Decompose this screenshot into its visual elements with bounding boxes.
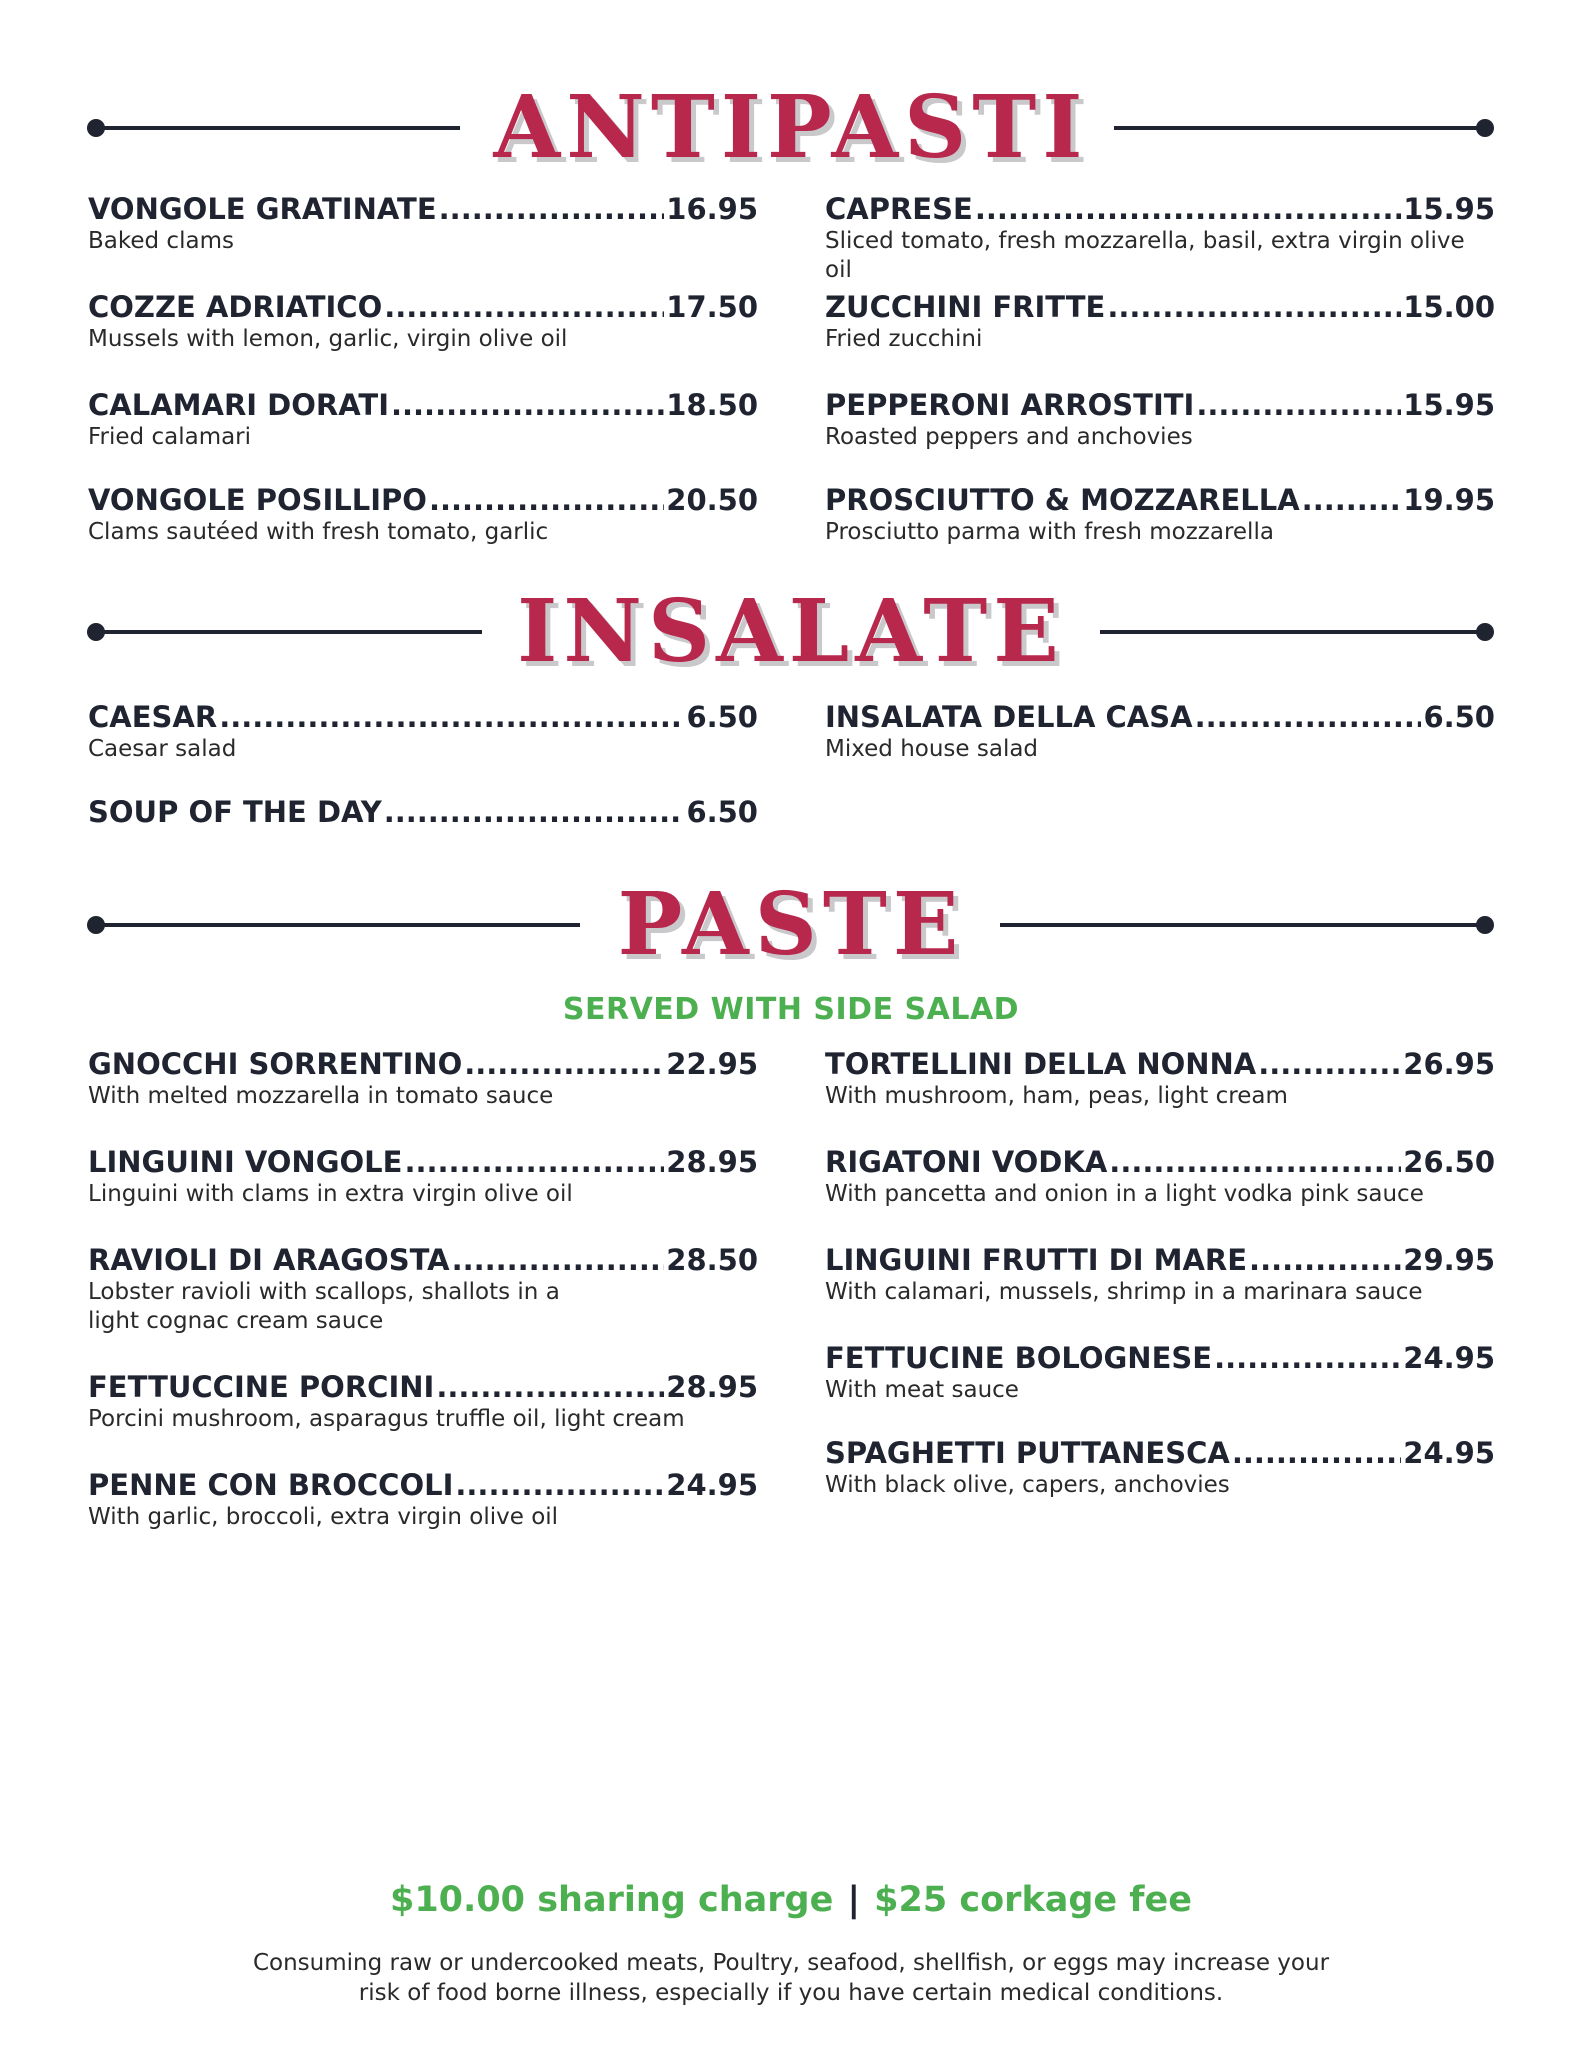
- footer-separator: |: [847, 1880, 861, 1920]
- leader-dots: [429, 483, 664, 517]
- item-price: 26.95: [1403, 1047, 1495, 1081]
- leader-dots: [1214, 1341, 1401, 1375]
- item-price: 15.00: [1403, 290, 1495, 324]
- item-name: INSALATA DELLA CASA: [825, 700, 1193, 734]
- sharing-charge: $10.00 sharing charge: [389, 1880, 834, 1920]
- item-price: 22.95: [666, 1047, 758, 1081]
- section-header-paste: [0, 875, 1582, 975]
- item-price: 28.95: [666, 1370, 758, 1404]
- leader-dots: [1107, 290, 1401, 324]
- item-description: Caesar salad: [88, 736, 237, 762]
- leader-dots: [455, 1468, 664, 1502]
- section-title-insalate: INSALATE: [517, 581, 1065, 682]
- item-price: 15.95: [1403, 192, 1495, 226]
- footer-charges: [0, 1880, 1582, 1920]
- section-title-antipasti: ANTIPASTI: [493, 77, 1089, 178]
- item-name: LINGUINI VONGOLE: [88, 1145, 403, 1179]
- item-price: 26.50: [1403, 1145, 1495, 1179]
- item-price: 6.50: [686, 700, 758, 734]
- item-description: Fried zucchini: [825, 326, 983, 352]
- leader-dots: [452, 1243, 665, 1277]
- menu-item: [825, 290, 1495, 354]
- item-price: 20.50: [666, 483, 758, 517]
- section-header-antipasti: [0, 78, 1582, 178]
- item-price: 17.50: [666, 290, 758, 324]
- item-price: 16.95: [666, 192, 758, 226]
- item-name: ZUCCHINI FRITTE: [825, 290, 1106, 324]
- menu-item: [88, 1370, 758, 1434]
- leader-dots: [1249, 1243, 1401, 1277]
- menu-item: [88, 795, 758, 829]
- leader-dots: [404, 1145, 664, 1179]
- menu-item: [88, 1243, 758, 1336]
- menu-item: [88, 700, 758, 764]
- menu-item: [825, 1145, 1495, 1209]
- section-title-paste: PASTE: [617, 874, 965, 975]
- item-description: With garlic, broccoli, extra virgin olive oil: [88, 1504, 559, 1530]
- menu-item: [825, 700, 1495, 764]
- item-name: RIGATONI VODKA: [825, 1145, 1108, 1179]
- item-description: Linguini with clams in extra virgin olive oil: [88, 1181, 573, 1207]
- item-price: 15.95: [1403, 388, 1495, 422]
- menu-item: [825, 1047, 1495, 1111]
- item-description: Mussels with lemon, garlic, virgin olive oil: [88, 326, 568, 352]
- item-name: FETTUCCINE PORCINI: [88, 1370, 435, 1404]
- leader-dots: [1109, 1145, 1401, 1179]
- menu-item: [825, 388, 1495, 452]
- menu-item: [88, 388, 758, 452]
- item-description: With mushroom, ham, peas, light cream: [825, 1083, 1288, 1109]
- item-name: CALAMARI DORATI: [88, 388, 389, 422]
- leader-dots: [384, 290, 664, 324]
- item-description: Lobster ravioli with scallops, shallots in a light cognac cream sauce: [88, 1279, 560, 1334]
- item-price: 24.95: [666, 1468, 758, 1502]
- item-description: Mixed house salad: [825, 736, 1039, 762]
- menu-item: [88, 290, 758, 354]
- item-name: COZZE ADRIATICO: [88, 290, 383, 324]
- menu-item: [88, 1145, 758, 1209]
- leader-dots: [219, 700, 684, 734]
- leader-dots: [439, 192, 665, 226]
- item-description: Baked clams: [88, 228, 234, 254]
- item-price: 29.95: [1403, 1243, 1495, 1277]
- item-price: 24.95: [1403, 1341, 1495, 1375]
- item-name: CAESAR: [88, 700, 218, 734]
- item-price: 6.50: [1423, 700, 1495, 734]
- item-price: 19.95: [1403, 483, 1495, 517]
- item-name: PROSCIUTTO & MOZZARELLA: [825, 483, 1300, 517]
- menu-item: [825, 1243, 1495, 1307]
- item-name: VONGOLE GRATINATE: [88, 192, 437, 226]
- item-price: 6.50: [686, 795, 758, 829]
- menu-item: [825, 192, 1495, 285]
- menu-item: [88, 483, 758, 547]
- menu-item: [88, 1047, 758, 1111]
- item-name: FETTUCINE BOLOGNESE: [825, 1341, 1213, 1375]
- leader-dots: [1196, 388, 1401, 422]
- leader-dots: [436, 1370, 664, 1404]
- item-name: TORTELLINI DELLA NONNA: [825, 1047, 1257, 1081]
- item-description: With meat sauce: [825, 1377, 1019, 1403]
- leader-dots: [1195, 700, 1422, 734]
- item-description: With calamari, mussels, shrimp in a marinara sauce: [825, 1279, 1423, 1305]
- leader-dots: [1258, 1047, 1401, 1081]
- leader-dots: [975, 192, 1401, 226]
- section-header-insalate: [0, 582, 1582, 682]
- item-description: Porcini mushroom, asparagus truffle oil, light cream: [88, 1406, 685, 1432]
- item-name: SPAGHETTI PUTTANESCA: [825, 1436, 1230, 1470]
- item-price: 28.95: [666, 1145, 758, 1179]
- leader-dots: [391, 388, 664, 422]
- item-description: Roasted peppers and anchovies: [825, 424, 1193, 450]
- item-name: SOUP OF THE DAY: [88, 795, 382, 829]
- menu-item: [825, 1341, 1495, 1405]
- item-description: With melted mozzarella in tomato sauce: [88, 1083, 554, 1109]
- item-name: PEPPERONI ARROSTITI: [825, 388, 1195, 422]
- menu-item: [88, 1468, 758, 1532]
- item-description: Clams sautéed with fresh tomato, garlic: [88, 519, 549, 545]
- menu-item: [825, 483, 1495, 547]
- item-price: 28.50: [666, 1243, 758, 1277]
- item-name: PENNE CON BROCCOLI: [88, 1468, 454, 1502]
- item-name: RAVIOLI DI ARAGOSTA: [88, 1243, 450, 1277]
- section-subtitle: SERVED WITH SIDE SALAD: [562, 992, 1020, 1027]
- corkage-fee: $25 corkage fee: [874, 1880, 1193, 1920]
- menu-item: [88, 192, 758, 256]
- item-price: 18.50: [666, 388, 758, 422]
- item-name: LINGUINI FRUTTI DI MARE: [825, 1243, 1248, 1277]
- item-name: CAPRESE: [825, 192, 973, 226]
- item-name: VONGOLE POSILLIPO: [88, 483, 427, 517]
- item-price: 24.95: [1403, 1436, 1495, 1470]
- leader-dots: [1302, 483, 1402, 517]
- leader-dots: [1232, 1436, 1401, 1470]
- item-description: With pancetta and onion in a light vodka pink sauce: [825, 1181, 1424, 1207]
- item-description: Fried calamari: [88, 424, 252, 450]
- item-description: Prosciutto parma with fresh mozzarella: [825, 519, 1274, 545]
- item-name: GNOCCHI SORRENTINO: [88, 1047, 463, 1081]
- leader-dots: [464, 1047, 664, 1081]
- menu-item: [825, 1436, 1495, 1500]
- leader-dots: [384, 795, 685, 829]
- item-description: Sliced tomato, fresh mozzarella, basil, extra virgin olive oil: [825, 228, 1465, 283]
- item-description: With black olive, capers, anchovies: [825, 1472, 1230, 1498]
- food-safety-disclaimer: Consuming raw or undercooked meats, Poultry, seafood, shellfish, or eggs may increase your risk of food borne illness, especially if you have certain medical conditions.: [252, 1950, 1330, 2006]
